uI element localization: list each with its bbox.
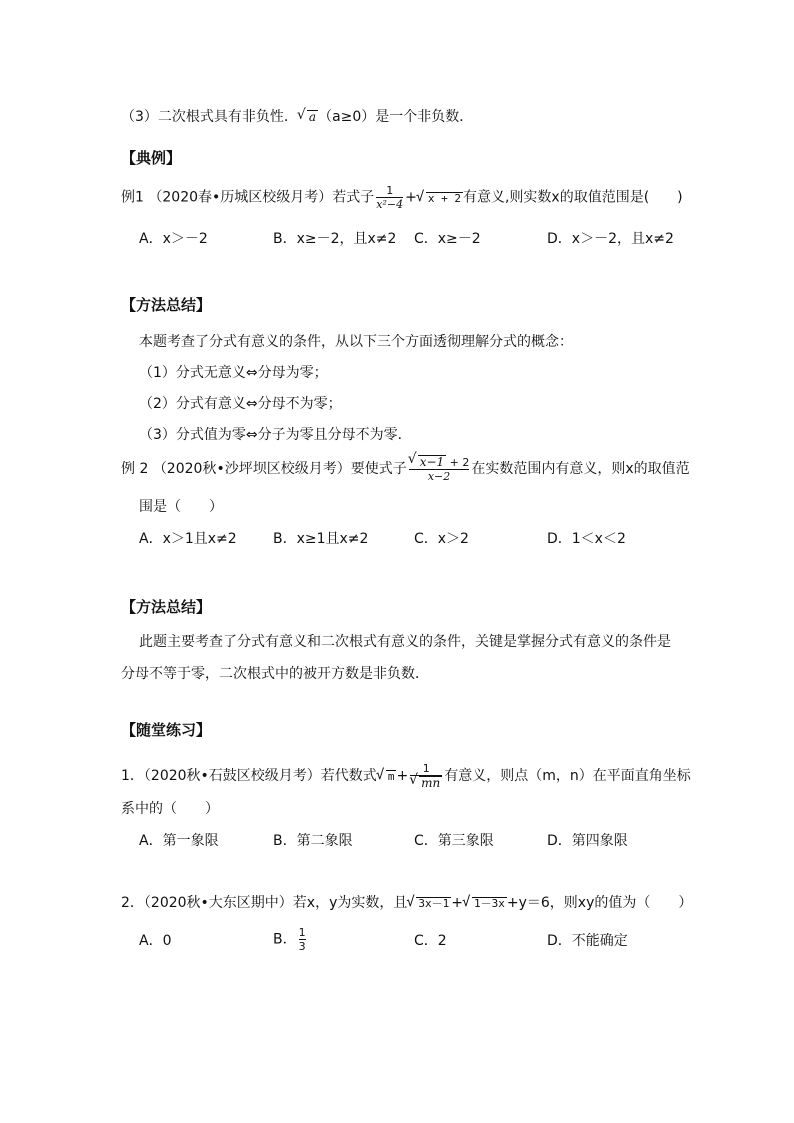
practice-q2: 2．（2020秋•大东区期中）若x，y为实数，且√ 3x－1 +√ 1－3x +y＝6，则xy的值为（ ） <box>121 896 692 910</box>
q1-option-c[interactable]: C．第三象限 <box>414 833 494 849</box>
sqrt-expression-2: √ 1－3x <box>472 897 507 909</box>
method-point-2: （2）分式有意义⇔分母不为零； <box>139 396 342 412</box>
method-point-1: （1）分式无意义⇔分母为零； <box>139 365 328 381</box>
ex1-option-d[interactable]: D．x＞－2，且x≠2 <box>547 231 674 247</box>
ex1-option-a[interactable]: A．x＞－2 <box>139 231 208 247</box>
fraction: √ $\frac{x-1 + 2}{x-2}$ <box>409 455 470 483</box>
ex2-line-2: 围是（ ） <box>139 499 223 515</box>
method2-line-2: 分母不等于零，二次根式中的被开方数是非负数． <box>121 666 429 682</box>
practice-q1: 1．（2020秋•石鼓区校级月考）若代数式√ m + 1 √ mn 有意义，则点（m，n）在平面直角坐标 <box>121 762 691 790</box>
fraction-one-third: $\frac{1}{3}$ <box>298 926 306 953</box>
q1-line-2: 系中的（ ） <box>121 801 219 817</box>
method-intro: 本题考查了分式有意义的条件，从以下三个方面透彻理解分式的概念： <box>139 334 573 350</box>
q2-option-a[interactable]: A．0 <box>139 933 172 949</box>
q1-option-d[interactable]: D．第四象限 <box>547 833 628 849</box>
q1-option-a[interactable]: A．第一象限 <box>139 833 219 849</box>
ex2-option-d[interactable]: D．1＜x＜2 <box>547 531 626 547</box>
fraction: 1 √ mn <box>410 762 442 790</box>
ex1-option-c[interactable]: C．x≥－2 <box>414 231 481 247</box>
sqrt-mn: √ mn <box>419 776 442 790</box>
section-example-heading: 【典例】 <box>121 149 182 167</box>
ex2-option-c[interactable]: C．x＞2 <box>414 531 469 547</box>
sqrt-a: √ a <box>307 110 318 123</box>
property-line: （3）二次根式具有非负性．√ a （a≥0）是一个非负数． <box>121 110 473 124</box>
fraction: $\frac{1}{\text{x²−4}}$ <box>376 184 404 211</box>
sqrt-expression: √ x−1 <box>418 455 446 469</box>
sqrt-m: √ m <box>386 770 397 782</box>
q2-option-c[interactable]: C．2 <box>414 933 447 949</box>
q2-option-b[interactable]: B． $\frac{1}{3}$ <box>273 926 306 953</box>
ex1-option-b[interactable]: B．x≥－2，且x≠2 <box>273 231 397 247</box>
method-summary-heading-1: 【方法总结】 <box>121 296 212 314</box>
q1-option-b[interactable]: B．第二象限 <box>273 833 353 849</box>
ex2-option-b[interactable]: B．x≥1且x≠2 <box>273 531 369 547</box>
method2-line-1: 此题主要考查了分式有意义和二次根式有意义的条件，关键是掌握分式有意义的条件是 <box>139 634 671 650</box>
ex2-option-a[interactable]: A．x＞1且x≠2 <box>139 531 237 547</box>
method-point-3: （3）分式值为零⇔分子为零且分母不为零． <box>139 427 412 443</box>
sqrt-expression-1: √ 3x－1 <box>416 897 451 909</box>
example-1: 例1 （2020春•历城区校级月考）若式子 $\frac{1}{\text{x²−4}}$ +√ x + 2 有意义,则实数x的取值范围是( ) <box>121 184 683 211</box>
sqrt-expression: √ x + 2 <box>426 192 463 204</box>
practice-heading: 【随堂练习】 <box>121 721 212 739</box>
method-summary-heading-2: 【方法总结】 <box>121 598 212 616</box>
example-2: 例 2 （2020秋•沙坪坝区校级月考）要使式子 √ $\frac{x-1 + 2}{x-2}$ 在实数范围内有意义，则x的取值范 <box>121 455 690 483</box>
q2-option-d[interactable]: D．不能确定 <box>547 933 628 949</box>
